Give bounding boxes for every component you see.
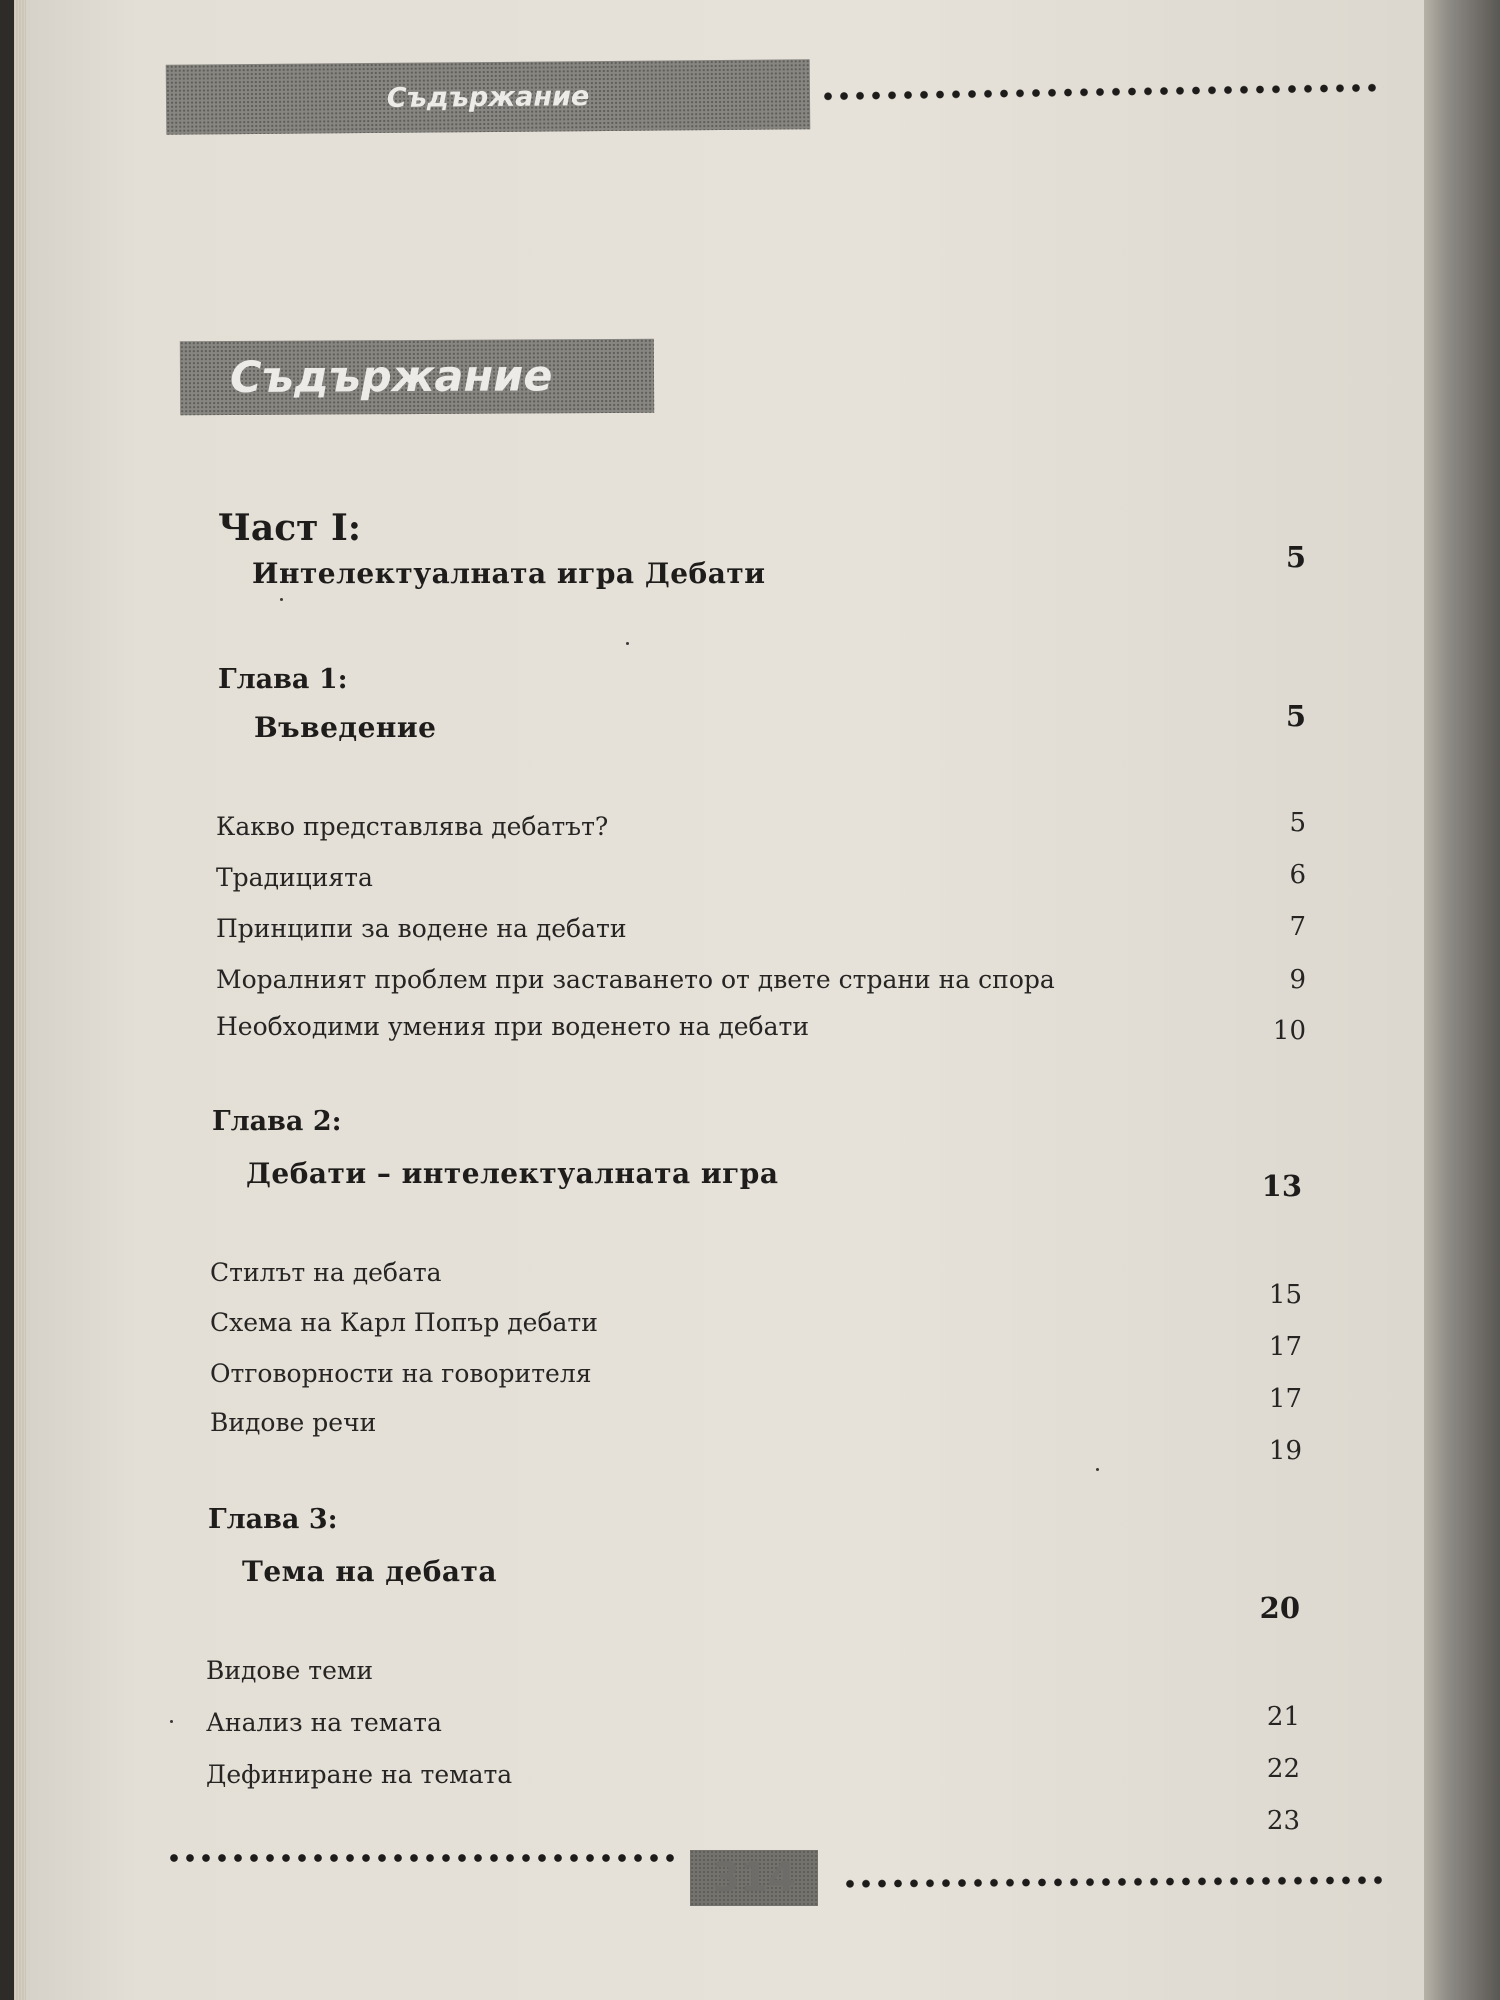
toc-entry: Отговорности на говорителя <box>210 1359 592 1388</box>
chapter-2-subtitle: Дебати – интелектуалната игра <box>246 1157 779 1190</box>
toc-entry: Принципи за водене на дебати <box>216 914 627 943</box>
book-page <box>26 0 1424 2000</box>
toc-entry: Моралният проблем при заставането от двете страни на спора <box>216 965 1055 994</box>
toc-entry: Видове теми <box>206 1656 374 1685</box>
toc-entry-page: 19 <box>1268 1436 1302 1466</box>
paper-speck <box>280 598 283 601</box>
toc-entry-page: 5 <box>1289 808 1306 838</box>
header-dotted-rule <box>820 84 1384 101</box>
toc-entry-page: 9 <box>1289 965 1306 995</box>
toc-entry-page: 22 <box>1266 1754 1300 1784</box>
toc-entry: Необходими умения при воденето на дебати <box>216 1012 809 1041</box>
paper-speck <box>1096 1468 1099 1471</box>
toc-entry-page: 23 <box>1266 1806 1300 1836</box>
toc-entry-page: 21 <box>1266 1702 1300 1732</box>
toc-entry: Дефиниране на темата <box>206 1760 513 1789</box>
chapter-1-label: Глава 1: <box>218 664 348 695</box>
toc-entry: Традицията <box>216 863 373 892</box>
toc-entry: Схема на Карл Попър дебати <box>210 1308 598 1337</box>
paper-speck <box>626 642 629 645</box>
toc-entry-page: 10 <box>1272 1016 1306 1046</box>
toc-entry-page: 15 <box>1268 1280 1302 1310</box>
part-label: Част I: <box>218 507 362 549</box>
right-page-shadow <box>1420 0 1500 2000</box>
contents-title <box>180 339 654 415</box>
toc-entry-page: 17 <box>1268 1384 1302 1414</box>
toc-entry-page: 6 <box>1289 860 1306 890</box>
toc-entry-page: 17 <box>1268 1332 1302 1362</box>
chapter-1-page-number: 5 <box>1285 699 1306 733</box>
footer-dotted-rule-left <box>166 1854 676 1862</box>
toc-entry: Какво представлява дебатът? <box>216 812 609 841</box>
contents-title-text: Съдържание <box>229 351 553 403</box>
chapter-1-subtitle: Въведение <box>254 711 437 744</box>
toc-entry: Стилът на дебата <box>210 1258 442 1287</box>
part-subtitle: Интелектуалната игра Дебати <box>252 557 766 590</box>
toc-entry: Видове речи <box>210 1408 377 1437</box>
toc-entry-page: 7 <box>1289 912 1306 942</box>
footer-dotted-rule-right <box>842 1876 1382 1888</box>
running-header-text: Съдържание <box>386 80 590 114</box>
paper-speck <box>170 1720 173 1723</box>
part-page-number: 5 <box>1285 540 1306 574</box>
chapter-3-page-number: 20 <box>1259 1591 1300 1625</box>
chapter-2-page-number: 13 <box>1261 1169 1302 1203</box>
page-number: 314 <box>712 1855 796 1901</box>
chapter-2-label: Глава 2: <box>212 1106 342 1137</box>
page-number-box <box>690 1850 818 1906</box>
chapter-3-label: Глава 3: <box>208 1504 338 1535</box>
toc-entry: Анализ на темата <box>206 1708 442 1737</box>
running-header <box>166 59 811 135</box>
chapter-3-subtitle: Тема на дебата <box>242 1555 498 1588</box>
